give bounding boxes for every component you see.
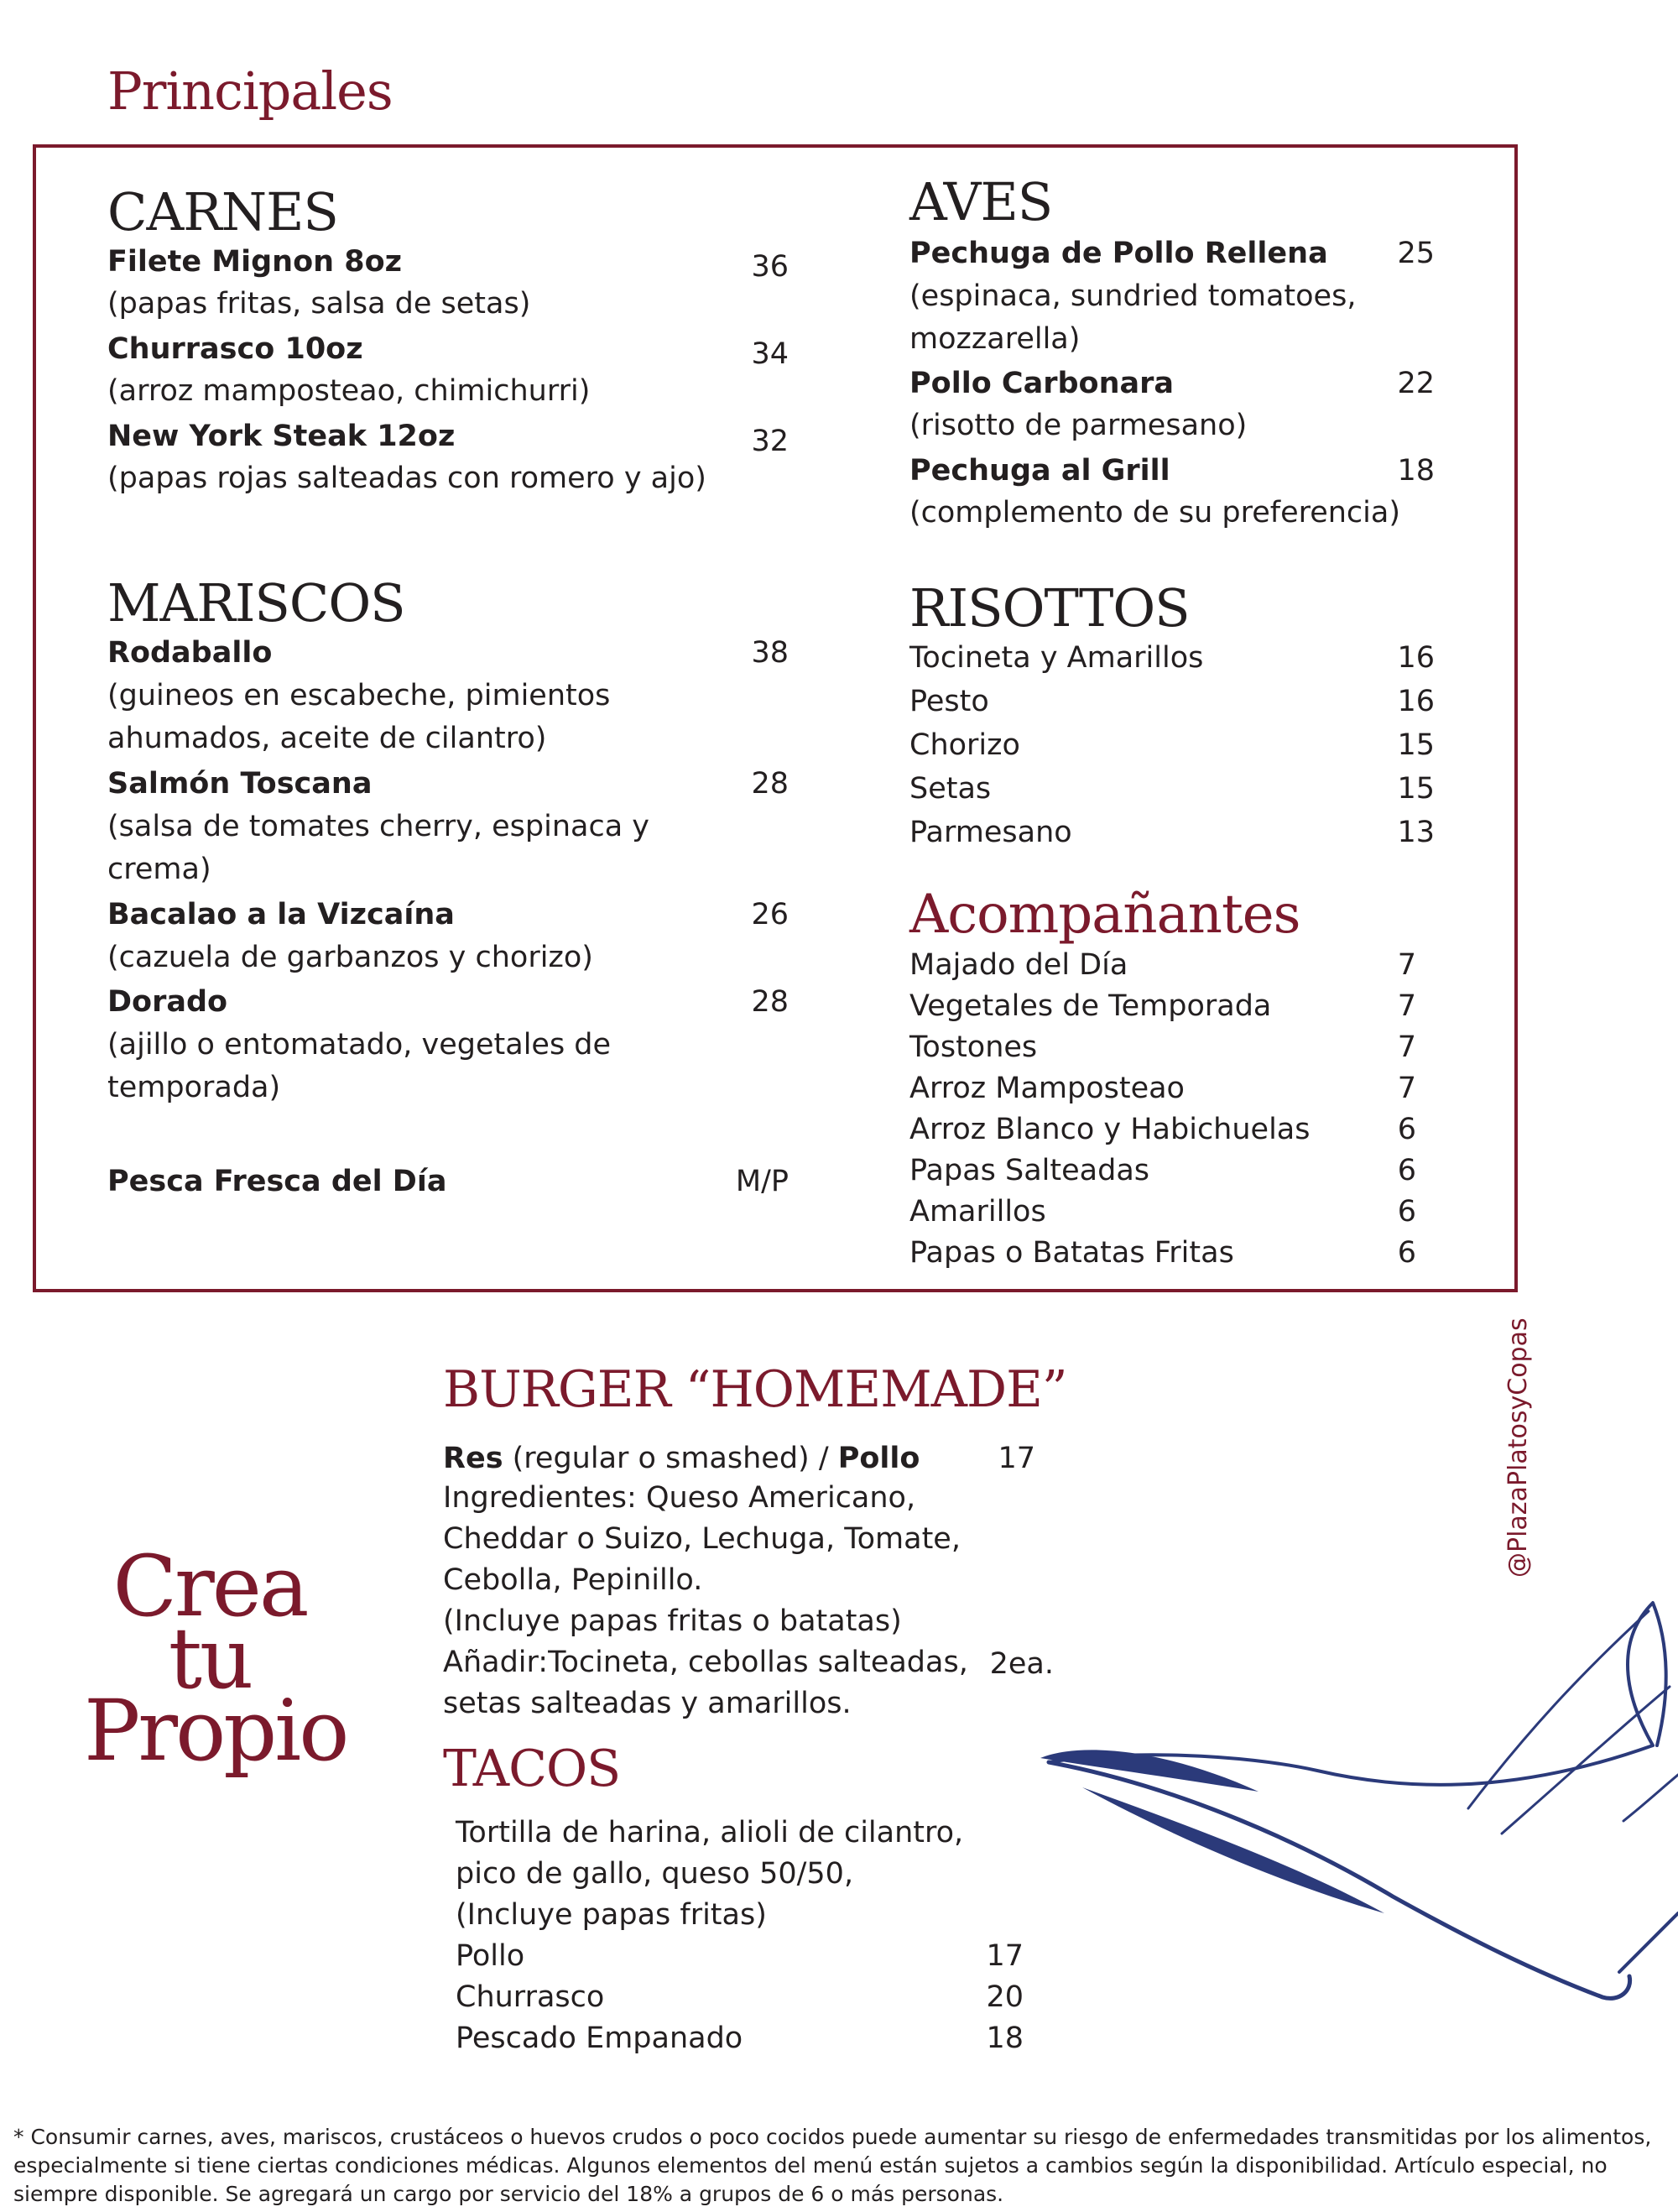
side-item-name: Amarillos [909, 1195, 1046, 1229]
sail-decoration [1032, 1594, 1678, 2031]
risotto-item-price: 15 [1397, 772, 1435, 806]
tacos-item-name: Pollo [456, 1939, 525, 1973]
side-item-price: 7 [1397, 989, 1416, 1023]
burger-price: 17 [998, 1442, 1035, 1475]
mariscos-item-name: Bacalao a la Vizcaína [107, 898, 455, 931]
risotto-item-price: 16 [1397, 685, 1435, 718]
aves-item-name: Pechuga al Grill [909, 454, 1170, 488]
risotto-item-name: Setas [909, 772, 992, 806]
carnes-item-desc: (arroz mamposteao, chimichurri) [107, 374, 591, 408]
side-item-name: Tostones [909, 1030, 1038, 1064]
carnes-heading: CARNES [107, 181, 338, 243]
risotto-item-name: Parmesano [909, 816, 1072, 849]
burger-line: Añadir:Tocineta, cebollas salteadas, [443, 1646, 968, 1679]
burger-line: (Incluye papas fritas o batatas) [443, 1604, 902, 1638]
crea-word: Crea [112, 1537, 307, 1636]
side-item-price: 6 [1397, 1154, 1416, 1187]
burger-pollo: Pollo [837, 1442, 920, 1475]
side-item-price: 6 [1397, 1236, 1416, 1270]
mariscos-item-name: Dorado [107, 985, 228, 1019]
carnes-item-name: New York Steak 12oz [107, 420, 456, 453]
carnes-item-desc: (papas rojas salteadas con romero y ajo) [107, 462, 706, 495]
tacos-item-name: Churrasco [456, 1980, 605, 2014]
side-item-name: Papas o Batatas Fritas [909, 1236, 1234, 1270]
mariscos-item-price: 28 [751, 985, 789, 1019]
pesca-fresca-name: Pesca Fresca del Día [107, 1165, 447, 1198]
tacos-line: (Incluye papas fritas) [456, 1898, 767, 1932]
mariscos-item-name: Salmón Toscana [107, 767, 373, 801]
aves-item-price: 18 [1397, 454, 1435, 488]
risotto-item-name: Pesto [909, 685, 989, 718]
carnes-item-price: 32 [751, 425, 789, 458]
risotto-item-price: 16 [1397, 641, 1435, 675]
tacos-line: pico de gallo, queso 50/50, [456, 1857, 854, 1891]
social-handle-text: @PlazaPlatosyCopas [1503, 1317, 1533, 1578]
aves-item-name: Pechuga de Pollo Rellena [909, 237, 1328, 270]
mariscos-item-desc: (ajillo o entomatado, vegetales de temporada) [107, 1028, 612, 1104]
carnes-item-name: Churrasco 10oz [107, 332, 363, 366]
tacos-item-price: 18 [986, 2022, 1024, 2055]
aves-item-price: 25 [1397, 237, 1435, 270]
carnes-item-name: Filete Mignon 8oz [107, 245, 403, 279]
tacos-heading: TACOS [443, 1740, 621, 1798]
tu-word: tu [168, 1609, 252, 1708]
tacos-item-price: 20 [986, 1980, 1024, 2014]
burger-line: Cebolla, Pepinillo. [443, 1563, 703, 1597]
carnes-item-price: 34 [751, 337, 789, 371]
burger-options [443, 1437, 920, 1480]
risotto-item-name: Tocineta y Amarillos [909, 641, 1204, 675]
burger-line: setas salteadas y amarillos. [443, 1687, 852, 1720]
burger-res-note: (regular o smashed) / [503, 1442, 838, 1475]
carnes-item-price: 36 [751, 250, 789, 284]
side-item-name: Arroz Blanco y Habichuelas [909, 1113, 1311, 1146]
aves-item-desc: (complemento de su preferencia) [909, 496, 1401, 530]
social-handle [1493, 1317, 1544, 1578]
propio-word: Propio [84, 1682, 347, 1780]
side-item-price: 7 [1397, 1030, 1416, 1064]
risotto-item-name: Chorizo [909, 728, 1020, 762]
side-item-name: Arroz Mamposteao [909, 1072, 1185, 1105]
mariscos-heading: MARISCOS [107, 572, 405, 634]
tacos-item-price: 17 [986, 1939, 1024, 1973]
burger-line: Ingredientes: Queso Americano, [443, 1481, 916, 1515]
side-item-name: Papas Salteadas [909, 1154, 1149, 1187]
crea-tu-propio-title [84, 1537, 347, 1780]
aves-heading: AVES [909, 171, 1053, 232]
side-item-name: Majado del Día [909, 948, 1128, 982]
mariscos-item-desc: (cazuela de garbanzos y chorizo) [107, 941, 593, 974]
mariscos-item-name: Rodaballo [107, 636, 273, 670]
side-item-price: 6 [1397, 1195, 1416, 1229]
footer-disclaimer: * Consumir carnes, aves, mariscos, crustáceos o huevos crudos o poco cocidos puede aumentar su riesgo de enfermedades transmitidas por los alimentos, especialmente si tiene ciertas condiciones médicas. Algunos elementos del menú están sujetos a cambios según la disponibilidad. Artículo especial, no siempre disponible. Se agregará un cargo por servicio del 18% a grupos de 6 o más personas. [13, 2125, 1652, 2206]
risottos-heading: RISOTTOS [909, 577, 1190, 639]
mariscos-item-price: 28 [751, 767, 789, 801]
tacos-line: Tortilla de harina, alioli de cilantro, [456, 1816, 964, 1849]
burger-add-price: 2ea. [989, 1647, 1054, 1681]
tacos-item-name: Pescado Empanado [456, 2022, 743, 2055]
side-item-price: 6 [1397, 1113, 1416, 1146]
aves-item-desc: (risotto de parmesano) [909, 409, 1248, 442]
burger-res: Res [443, 1442, 503, 1475]
mariscos-item-price: 38 [751, 636, 789, 670]
pesca-fresca-price: M/P [735, 1165, 789, 1198]
burger-line: Cheddar o Suizo, Lechuga, Tomate, [443, 1522, 961, 1556]
aves-item-name: Pollo Carbonara [909, 367, 1174, 400]
mariscos-item-desc: (salsa de tomates cherry, espinaca y crema) [107, 810, 649, 886]
aves-item-price: 22 [1397, 367, 1435, 400]
acompanantes-heading: Acompañantes [909, 884, 1300, 946]
mariscos-item-price: 26 [751, 898, 789, 931]
mariscos-item-desc: (guineos en escabeche, pimientos ahumados, aceite de cilantro) [107, 679, 611, 755]
side-item-name: Vegetales de Temporada [909, 989, 1272, 1023]
risotto-item-price: 13 [1397, 816, 1435, 849]
side-item-price: 7 [1397, 948, 1416, 982]
burger-heading: BURGER “HOMEMADE” [443, 1360, 1067, 1419]
risotto-item-price: 15 [1397, 728, 1435, 762]
page-title: Principales [107, 60, 393, 122]
side-item-price: 7 [1397, 1072, 1416, 1105]
aves-item-desc: (espinaca, sundried tomatoes, mozzarella) [909, 279, 1357, 356]
carnes-item-desc: (papas fritas, salsa de setas) [107, 287, 531, 321]
